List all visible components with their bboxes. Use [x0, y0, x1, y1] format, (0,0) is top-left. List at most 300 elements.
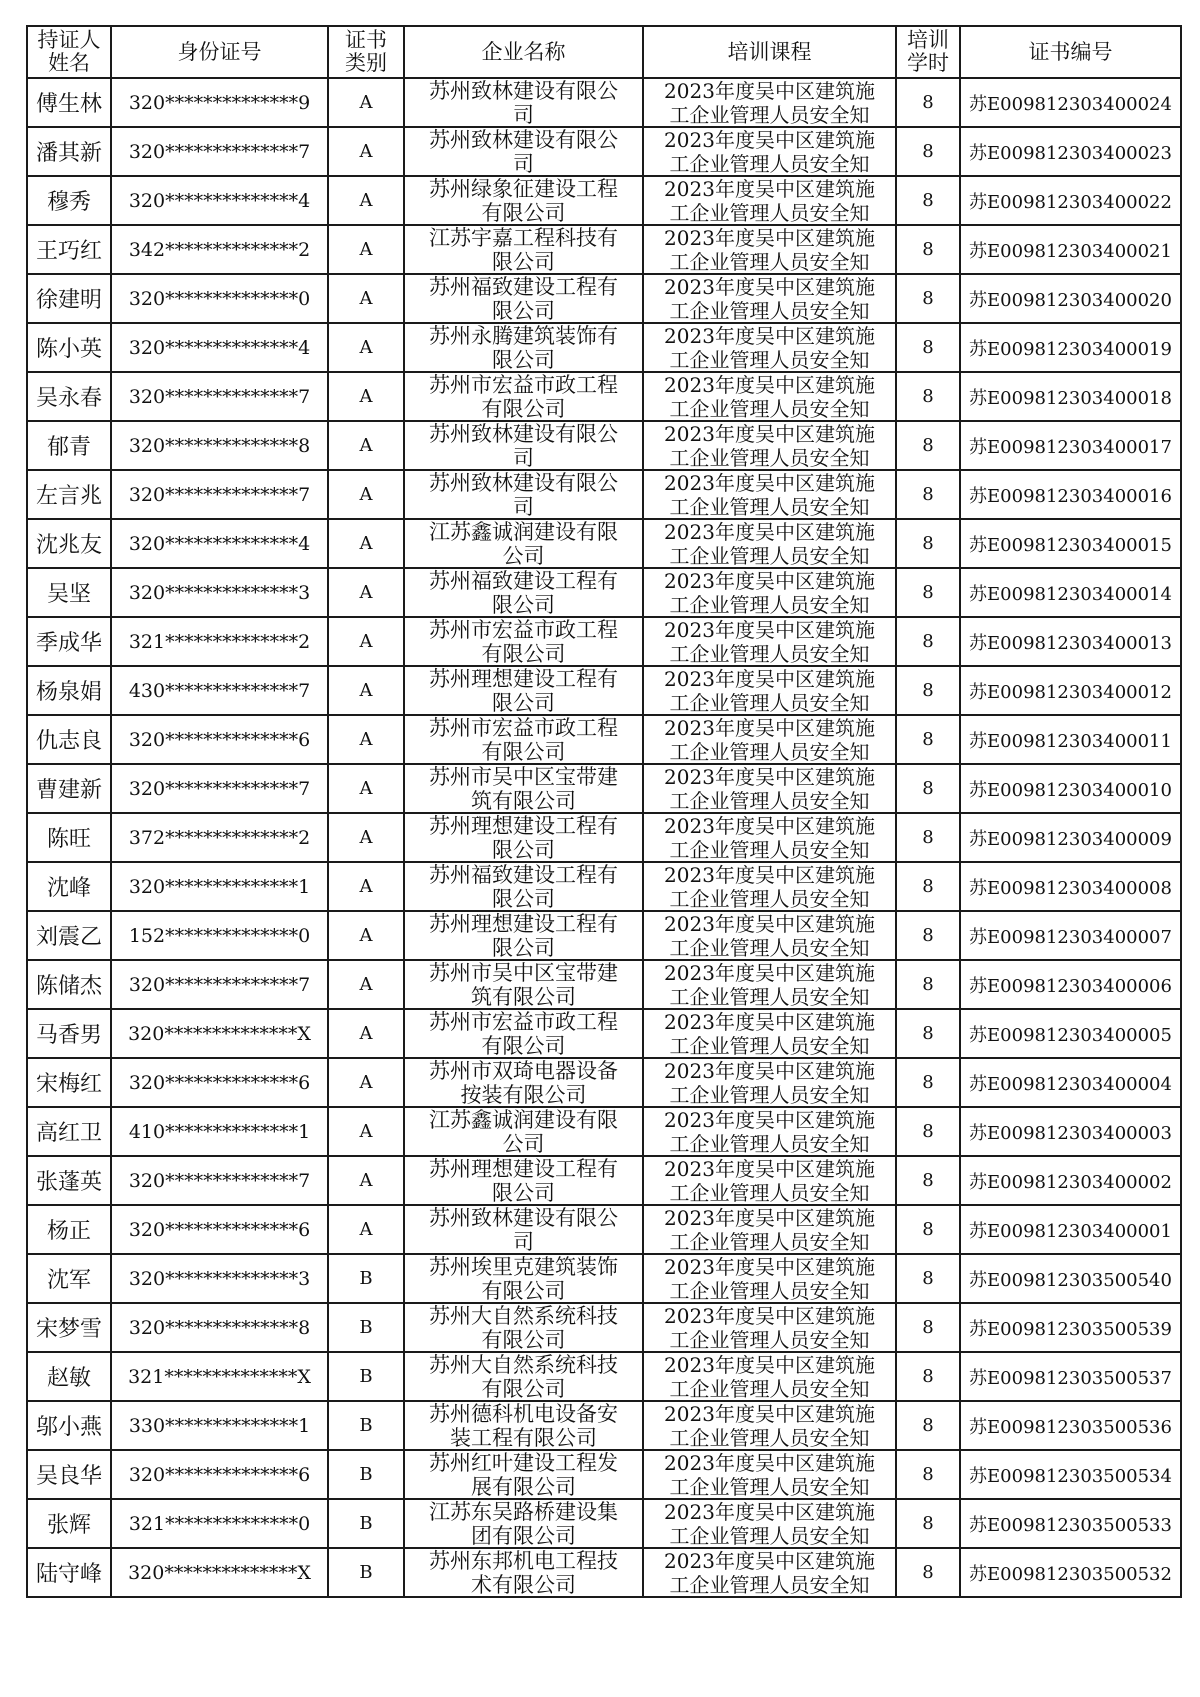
- hours-cell: 8: [896, 78, 960, 127]
- holder-name-cell: 吴良华: [27, 1450, 111, 1499]
- id-number-cell: 320**************1: [111, 862, 328, 911]
- company-cell: [404, 960, 643, 1009]
- cert-number-cell: 苏E009812303400016: [960, 470, 1181, 519]
- company-name-line: 限公司: [492, 837, 555, 861]
- table-row: [27, 1450, 1181, 1499]
- company-name-line: 苏州市吴中区宝带建: [429, 961, 618, 985]
- cert-number-cell: 苏E009812303400022: [960, 176, 1181, 225]
- table-row: [27, 274, 1181, 323]
- company-cell: [404, 1205, 643, 1254]
- company-cell: [404, 1107, 643, 1156]
- cert-number-cell: 苏E009812303400002: [960, 1156, 1181, 1205]
- course-cell: [643, 911, 896, 960]
- course-name-line: 工企业管理人员安全知: [669, 1278, 870, 1302]
- course-cell: [643, 1352, 896, 1401]
- company-name-line: 苏州市双琦电器设备: [429, 1059, 618, 1083]
- cert-number-cell: 苏E009812303400015: [960, 519, 1181, 568]
- course-cell: [643, 1450, 896, 1499]
- header-course: 培训课程: [643, 26, 896, 78]
- holder-name-cell: 张蓬英: [27, 1156, 111, 1205]
- holder-name-cell: 高红卫: [27, 1107, 111, 1156]
- table-row: [27, 176, 1181, 225]
- cert-number-cell: 苏E009812303400013: [960, 617, 1181, 666]
- company-name-line: 苏州德科机电设备安: [429, 1402, 618, 1426]
- id-number-cell: 430**************7: [111, 666, 328, 715]
- holder-name-cell: 刘震乙: [27, 911, 111, 960]
- cert-number-cell: 苏E009812303400010: [960, 764, 1181, 813]
- course-name-line: 2023年度吴中区建筑施: [664, 1206, 875, 1230]
- company-name-line: 江苏鑫诚润建设有限: [429, 1108, 618, 1132]
- company-cell: [404, 78, 643, 127]
- course-name-line: 2023年度吴中区建筑施: [664, 1549, 875, 1573]
- course-name-line: 2023年度吴中区建筑施: [664, 471, 875, 495]
- company-name-line: 展有限公司: [471, 1474, 576, 1498]
- holder-name-cell: 仇志良: [27, 715, 111, 764]
- company-name-line: 有限公司: [481, 641, 566, 665]
- cert-class-cell: A: [328, 960, 404, 1009]
- cert-number-cell: 苏E009812303500539: [960, 1303, 1181, 1352]
- course-cell: [643, 764, 896, 813]
- company-name-line: 苏州东邦机电工程技: [429, 1549, 618, 1573]
- holder-name-cell: 邬小燕: [27, 1401, 111, 1450]
- company-name-line: 限公司: [492, 298, 555, 322]
- table-row: [27, 1107, 1181, 1156]
- cert-number-cell: 苏E009812303400019: [960, 323, 1181, 372]
- id-number-cell: 320**************3: [111, 568, 328, 617]
- table-row: [27, 421, 1181, 470]
- company-name-line: 有限公司: [481, 739, 566, 763]
- cert-number-cell: 苏E009812303400011: [960, 715, 1181, 764]
- hours-cell: 8: [896, 1254, 960, 1303]
- hours-cell: 8: [896, 1156, 960, 1205]
- company-name-line: 有限公司: [481, 396, 566, 420]
- company-cell: [404, 764, 643, 813]
- company-cell: [404, 568, 643, 617]
- hours-cell: 8: [896, 274, 960, 323]
- cert-number-cell: 苏E009812303500533: [960, 1499, 1181, 1548]
- id-number-cell: 342**************2: [111, 225, 328, 274]
- table-row: [27, 519, 1181, 568]
- hours-cell: 8: [896, 127, 960, 176]
- company-cell: [404, 470, 643, 519]
- course-name-line: 2023年度吴中区建筑施: [664, 667, 875, 691]
- hours-cell: 8: [896, 1107, 960, 1156]
- course-name-line: 工企业管理人员安全知: [669, 1229, 870, 1253]
- hours-cell: 8: [896, 176, 960, 225]
- cert-number-cell: 苏E009812303400021: [960, 225, 1181, 274]
- table-row: [27, 715, 1181, 764]
- cert-class-cell: A: [328, 176, 404, 225]
- company-name-line: 江苏宇嘉工程科技有: [429, 226, 618, 250]
- company-cell: [404, 1450, 643, 1499]
- cert-class-cell: A: [328, 225, 404, 274]
- course-name-line: 工企业管理人员安全知: [669, 984, 870, 1008]
- hours-cell: 8: [896, 715, 960, 764]
- holder-name-cell: 曹建新: [27, 764, 111, 813]
- id-number-cell: 320**************6: [111, 1450, 328, 1499]
- cert-number-cell: 苏E009812303500534: [960, 1450, 1181, 1499]
- holder-name-cell: 季成华: [27, 617, 111, 666]
- course-name-line: 2023年度吴中区建筑施: [664, 1059, 875, 1083]
- company-cell: [404, 1303, 643, 1352]
- hours-cell: 8: [896, 911, 960, 960]
- course-cell: [643, 960, 896, 1009]
- course-cell: [643, 127, 896, 176]
- id-number-cell: 320**************7: [111, 470, 328, 519]
- company-name-line: 司: [513, 102, 534, 126]
- id-number-cell: 320**************6: [111, 1058, 328, 1107]
- course-name-line: 工企业管理人员安全知: [669, 641, 870, 665]
- company-cell: [404, 1156, 643, 1205]
- holder-name-cell: 杨正: [27, 1205, 111, 1254]
- hours-cell: 8: [896, 617, 960, 666]
- company-cell: [404, 715, 643, 764]
- course-name-line: 工企业管理人员安全知: [669, 690, 870, 714]
- cert-number-cell: 苏E009812303400018: [960, 372, 1181, 421]
- course-name-line: 工企业管理人员安全知: [669, 543, 870, 567]
- table-row: [27, 78, 1181, 127]
- course-cell: [643, 470, 896, 519]
- company-name-line: 苏州市宏益市政工程: [429, 1010, 618, 1034]
- course-cell: [643, 519, 896, 568]
- cert-class-cell: A: [328, 1156, 404, 1205]
- table-row: [27, 127, 1181, 176]
- course-name-line: 工企业管理人员安全知: [669, 1425, 870, 1449]
- holder-name-cell: 潘其新: [27, 127, 111, 176]
- header-cert-number: 证书编号: [960, 26, 1181, 78]
- company-name-line: 团有限公司: [471, 1523, 576, 1547]
- company-name-line: 苏州福致建设工程有: [429, 275, 618, 299]
- id-number-cell: 320**************X: [111, 1548, 328, 1597]
- id-number-cell: 320**************8: [111, 1303, 328, 1352]
- course-name-line: 2023年度吴中区建筑施: [664, 128, 875, 152]
- course-name-line: 工企业管理人员安全知: [669, 1082, 870, 1106]
- holder-name-cell: 赵敏: [27, 1352, 111, 1401]
- id-number-cell: 152**************0: [111, 911, 328, 960]
- company-name-line: 限公司: [492, 249, 555, 273]
- id-number-cell: 320**************3: [111, 1254, 328, 1303]
- course-cell: [643, 323, 896, 372]
- hours-cell: 8: [896, 568, 960, 617]
- company-cell: [404, 666, 643, 715]
- table-row: [27, 666, 1181, 715]
- course-cell: [643, 1058, 896, 1107]
- course-name-line: 2023年度吴中区建筑施: [664, 1157, 875, 1181]
- course-cell: [643, 715, 896, 764]
- cert-class-cell: A: [328, 323, 404, 372]
- header-id-number: 身份证号: [111, 26, 328, 78]
- company-name-line: 苏州大自然系统科技: [429, 1353, 618, 1377]
- holder-name-cell: 沈军: [27, 1254, 111, 1303]
- company-name-line: 有限公司: [481, 1033, 566, 1057]
- holder-name-cell: 陈储杰: [27, 960, 111, 1009]
- header-holder-name: 持证人 姓名: [27, 26, 111, 78]
- table-row: [27, 617, 1181, 666]
- cert-number-cell: 苏E009812303400007: [960, 911, 1181, 960]
- company-cell: [404, 519, 643, 568]
- header-hours: 培训 学时: [896, 26, 960, 78]
- table-row: [27, 862, 1181, 911]
- id-number-cell: 320**************4: [111, 519, 328, 568]
- cert-class-cell: B: [328, 1499, 404, 1548]
- course-cell: [643, 1401, 896, 1450]
- cert-number-cell: 苏E009812303500537: [960, 1352, 1181, 1401]
- course-cell: [643, 274, 896, 323]
- company-name-line: 苏州市宏益市政工程: [429, 373, 618, 397]
- table-row: [27, 225, 1181, 274]
- table-row: [27, 1156, 1181, 1205]
- holder-name-cell: 徐建明: [27, 274, 111, 323]
- course-cell: [643, 813, 896, 862]
- course-cell: [643, 666, 896, 715]
- hours-cell: 8: [896, 666, 960, 715]
- table-row: [27, 1009, 1181, 1058]
- course-name-line: 工企业管理人员安全知: [669, 445, 870, 469]
- id-number-cell: 320**************7: [111, 764, 328, 813]
- course-name-line: 2023年度吴中区建筑施: [664, 1353, 875, 1377]
- cert-number-cell: 苏E009812303400003: [960, 1107, 1181, 1156]
- company-cell: [404, 323, 643, 372]
- id-number-cell: 320**************4: [111, 323, 328, 372]
- hours-cell: 8: [896, 1058, 960, 1107]
- id-number-cell: 321**************X: [111, 1352, 328, 1401]
- hours-cell: 8: [896, 1450, 960, 1499]
- id-number-cell: 321**************2: [111, 617, 328, 666]
- course-cell: [643, 1254, 896, 1303]
- course-name-line: 2023年度吴中区建筑施: [664, 1304, 875, 1328]
- cert-class-cell: A: [328, 1058, 404, 1107]
- cert-class-cell: A: [328, 421, 404, 470]
- cert-class-cell: A: [328, 519, 404, 568]
- course-name-line: 工企业管理人员安全知: [669, 494, 870, 518]
- company-name-line: 限公司: [492, 592, 555, 616]
- hours-cell: 8: [896, 1401, 960, 1450]
- course-name-line: 2023年度吴中区建筑施: [664, 275, 875, 299]
- course-name-line: 2023年度吴中区建筑施: [664, 373, 875, 397]
- cert-number-cell: 苏E009812303400014: [960, 568, 1181, 617]
- cert-class-cell: A: [328, 568, 404, 617]
- company-name-line: 苏州市宏益市政工程: [429, 716, 618, 740]
- company-cell: [404, 1009, 643, 1058]
- course-cell: [643, 617, 896, 666]
- company-name-line: 苏州市吴中区宝带建: [429, 765, 618, 789]
- company-cell: [404, 862, 643, 911]
- company-name-line: 苏州致林建设有限公: [429, 128, 618, 152]
- course-name-line: 工企业管理人员安全知: [669, 788, 870, 812]
- cert-class-cell: A: [328, 911, 404, 960]
- course-name-line: 工企业管理人员安全知: [669, 1033, 870, 1057]
- id-number-cell: 410**************1: [111, 1107, 328, 1156]
- course-cell: [643, 862, 896, 911]
- course-name-line: 2023年度吴中区建筑施: [664, 1500, 875, 1524]
- hours-cell: 8: [896, 1352, 960, 1401]
- id-number-cell: 330**************1: [111, 1401, 328, 1450]
- course-name-line: 工企业管理人员安全知: [669, 592, 870, 616]
- cert-class-cell: A: [328, 470, 404, 519]
- company-name-line: 苏州永腾建筑装饰有: [429, 324, 618, 348]
- table-row: [27, 1401, 1181, 1450]
- company-cell: [404, 1499, 643, 1548]
- hours-cell: 8: [896, 1303, 960, 1352]
- company-name-line: 术有限公司: [471, 1572, 576, 1596]
- company-cell: [404, 127, 643, 176]
- id-number-cell: 320**************0: [111, 274, 328, 323]
- table-row: [27, 960, 1181, 1009]
- company-name-line: 装工程有限公司: [450, 1425, 597, 1449]
- company-cell: [404, 421, 643, 470]
- table-row: [27, 372, 1181, 421]
- id-number-cell: 320**************8: [111, 421, 328, 470]
- company-name-line: 有限公司: [481, 1376, 566, 1400]
- course-name-line: 2023年度吴中区建筑施: [664, 961, 875, 985]
- course-name-line: 2023年度吴中区建筑施: [664, 716, 875, 740]
- course-name-line: 工企业管理人员安全知: [669, 1474, 870, 1498]
- course-name-line: 2023年度吴中区建筑施: [664, 863, 875, 887]
- course-name-line: 2023年度吴中区建筑施: [664, 422, 875, 446]
- company-cell: [404, 1058, 643, 1107]
- course-name-line: 工企业管理人员安全知: [669, 102, 870, 126]
- course-name-line: 2023年度吴中区建筑施: [664, 618, 875, 642]
- cert-class-cell: A: [328, 1107, 404, 1156]
- cert-number-cell: 苏E009812303400009: [960, 813, 1181, 862]
- course-name-line: 2023年度吴中区建筑施: [664, 226, 875, 250]
- cert-number-cell: 苏E009812303500540: [960, 1254, 1181, 1303]
- course-name-line: 2023年度吴中区建筑施: [664, 912, 875, 936]
- company-name-line: 苏州大自然系统科技: [429, 1304, 618, 1328]
- course-name-line: 2023年度吴中区建筑施: [664, 569, 875, 593]
- cert-number-cell: 苏E009812303400017: [960, 421, 1181, 470]
- company-cell: [404, 176, 643, 225]
- holder-name-cell: 杨泉娟: [27, 666, 111, 715]
- company-name-line: 公司: [502, 543, 545, 567]
- holder-name-cell: 沈兆友: [27, 519, 111, 568]
- hours-cell: 8: [896, 960, 960, 1009]
- course-name-line: 2023年度吴中区建筑施: [664, 520, 875, 544]
- course-name-line: 2023年度吴中区建筑施: [664, 79, 875, 103]
- cert-number-cell: 苏E009812303500532: [960, 1548, 1181, 1597]
- hours-cell: 8: [896, 470, 960, 519]
- cert-class-cell: A: [328, 1009, 404, 1058]
- cert-number-cell: 苏E009812303400005: [960, 1009, 1181, 1058]
- company-name-line: 苏州理想建设工程有: [429, 814, 618, 838]
- course-cell: [643, 176, 896, 225]
- cert-number-cell: 苏E009812303400020: [960, 274, 1181, 323]
- company-cell: [404, 372, 643, 421]
- cert-class-cell: A: [328, 127, 404, 176]
- hours-cell: 8: [896, 1205, 960, 1254]
- company-name-line: 苏州市宏益市政工程: [429, 618, 618, 642]
- course-cell: [643, 568, 896, 617]
- course-name-line: 工企业管理人员安全知: [669, 396, 870, 420]
- company-name-line: 限公司: [492, 690, 555, 714]
- course-name-line: 工企业管理人员安全知: [669, 1572, 870, 1596]
- cert-number-cell: 苏E009812303400023: [960, 127, 1181, 176]
- company-name-line: 苏州致林建设有限公: [429, 422, 618, 446]
- course-cell: [643, 1499, 896, 1548]
- course-name-line: 2023年度吴中区建筑施: [664, 1451, 875, 1475]
- certificate-table: [26, 25, 1182, 1598]
- id-number-cell: 320**************9: [111, 78, 328, 127]
- course-name-line: 工企业管理人员安全知: [669, 347, 870, 371]
- holder-name-cell: 陈旺: [27, 813, 111, 862]
- hours-cell: 8: [896, 1009, 960, 1058]
- hours-cell: 8: [896, 1499, 960, 1548]
- course-cell: [643, 1303, 896, 1352]
- course-name-line: 2023年度吴中区建筑施: [664, 1402, 875, 1426]
- company-name-line: 苏州致林建设有限公: [429, 471, 618, 495]
- table-row: [27, 1058, 1181, 1107]
- hours-cell: 8: [896, 519, 960, 568]
- id-number-cell: 321**************0: [111, 1499, 328, 1548]
- company-name-line: 苏州理想建设工程有: [429, 1157, 618, 1181]
- hours-cell: 8: [896, 323, 960, 372]
- company-name-line: 公司: [502, 1131, 545, 1155]
- cert-class-cell: A: [328, 78, 404, 127]
- course-name-line: 工企业管理人员安全知: [669, 298, 870, 322]
- company-name-line: 有限公司: [481, 200, 566, 224]
- table-row: [27, 813, 1181, 862]
- course-name-line: 工企业管理人员安全知: [669, 200, 870, 224]
- table-row: [27, 323, 1181, 372]
- cert-class-cell: A: [328, 764, 404, 813]
- company-name-line: 有限公司: [481, 1278, 566, 1302]
- course-name-line: 2023年度吴中区建筑施: [664, 1255, 875, 1279]
- course-name-line: 工企业管理人员安全知: [669, 1327, 870, 1351]
- hours-cell: 8: [896, 421, 960, 470]
- course-name-line: 工企业管理人员安全知: [669, 151, 870, 175]
- holder-name-cell: 吴坚: [27, 568, 111, 617]
- id-number-cell: 320**************7: [111, 127, 328, 176]
- company-name-line: 司: [513, 494, 534, 518]
- company-name-line: 苏州福致建设工程有: [429, 569, 618, 593]
- company-name-line: 限公司: [492, 347, 555, 371]
- course-name-line: 2023年度吴中区建筑施: [664, 814, 875, 838]
- company-cell: [404, 1352, 643, 1401]
- company-name-line: 苏州理想建设工程有: [429, 667, 618, 691]
- cert-number-cell: 苏E009812303400008: [960, 862, 1181, 911]
- company-name-line: 苏州致林建设有限公: [429, 79, 618, 103]
- company-cell: [404, 274, 643, 323]
- id-number-cell: 372**************2: [111, 813, 328, 862]
- company-name-line: 司: [513, 445, 534, 469]
- course-cell: [643, 78, 896, 127]
- course-name-line: 工企业管理人员安全知: [669, 249, 870, 273]
- holder-name-cell: 傅生林: [27, 78, 111, 127]
- table-row: [27, 470, 1181, 519]
- id-number-cell: 320**************6: [111, 1205, 328, 1254]
- cert-class-cell: A: [328, 813, 404, 862]
- cert-class-cell: A: [328, 666, 404, 715]
- holder-name-cell: 张辉: [27, 1499, 111, 1548]
- cert-class-cell: B: [328, 1401, 404, 1450]
- hours-cell: 8: [896, 862, 960, 911]
- course-name-line: 工企业管理人员安全知: [669, 1376, 870, 1400]
- table-row: [27, 1254, 1181, 1303]
- company-name-line: 有限公司: [481, 1327, 566, 1351]
- company-name-line: 筑有限公司: [471, 984, 576, 1008]
- id-number-cell: 320**************6: [111, 715, 328, 764]
- cert-class-cell: A: [328, 715, 404, 764]
- cert-class-cell: A: [328, 617, 404, 666]
- company-name-line: 限公司: [492, 1180, 555, 1204]
- company-cell: [404, 911, 643, 960]
- holder-name-cell: 陆守峰: [27, 1548, 111, 1597]
- company-cell: [404, 1548, 643, 1597]
- hours-cell: 8: [896, 225, 960, 274]
- holder-name-cell: 穆秀: [27, 176, 111, 225]
- table-row: [27, 1499, 1181, 1548]
- company-cell: [404, 1401, 643, 1450]
